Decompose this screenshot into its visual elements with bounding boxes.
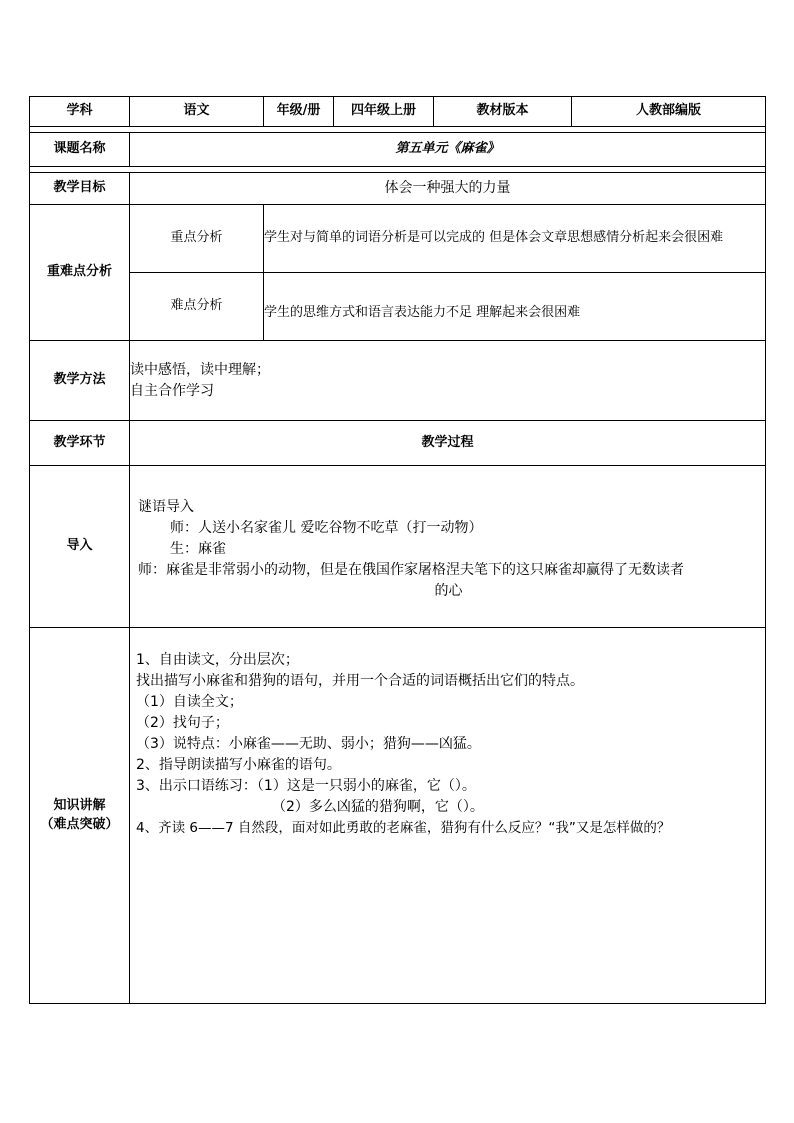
intro-line: 师：人送小名家雀儿 爱吃谷物不吃草（打一动物） bbox=[170, 520, 483, 536]
key-analysis-text: 学生对与简单的词语分析是可以完成的 但是体会文章思想感情分析起来会很困难 bbox=[264, 205, 766, 273]
method-content bbox=[130, 341, 766, 421]
method-row bbox=[30, 341, 766, 421]
knowledge-line: 2、指导朗读描写小麻雀的语句。 bbox=[136, 757, 341, 773]
edition-value: 人教部编版 bbox=[572, 97, 766, 127]
key-analysis-row bbox=[30, 205, 766, 273]
goal-row bbox=[30, 173, 766, 205]
process-stage-label: 教学环节 bbox=[30, 421, 130, 466]
lesson-label: 课题名称 bbox=[30, 133, 130, 167]
difficult-analysis-text: 学生的思维方式和语言表达能力不足 理解起来会很困难 bbox=[264, 273, 766, 341]
header-row bbox=[30, 97, 766, 127]
method-label: 教学方法 bbox=[30, 341, 130, 421]
knowledge-line: （2）多么凶猛的猎狗啊，它（）。 bbox=[272, 799, 484, 815]
key-analysis-label: 重点分析 bbox=[130, 205, 264, 273]
edition-label: 教材版本 bbox=[434, 97, 572, 127]
method-line: 读中感悟，读中理解； bbox=[130, 362, 270, 379]
intro-line: 师：麻雀是非常弱小的动物，但是在俄国作家屠格涅夫笔下的这只麻雀却赢得了无数读者 bbox=[138, 562, 684, 578]
knowledge-line: 找出描写小麻雀和猎狗的语句，并用一个合适的词语概括出它们的特点。 bbox=[136, 673, 584, 689]
knowledge-line: 1、自由读文，分出层次； bbox=[136, 652, 299, 668]
difficult-analysis-row bbox=[30, 273, 766, 341]
intro-label: 导入 bbox=[30, 466, 130, 628]
difficult-analysis-label: 难点分析 bbox=[130, 273, 264, 341]
intro-line: 的心 bbox=[434, 583, 463, 599]
lesson-row bbox=[30, 133, 766, 167]
knowledge-line: （1）自读全文； bbox=[136, 694, 243, 710]
process-header-row bbox=[30, 421, 766, 466]
intro-content bbox=[130, 466, 766, 628]
goal-value: 体会一种强大的力量 bbox=[130, 173, 766, 205]
process-label: 教学过程 bbox=[130, 421, 766, 466]
intro-row bbox=[30, 466, 766, 628]
knowledge-label bbox=[30, 628, 130, 1004]
lesson-title: 第五单元《麻雀》 bbox=[130, 133, 766, 167]
knowledge-line: 4、齐读 6——7 自然段，面对如此勇敢的老麻雀，猎狗有什么反应？“我”又是怎样做的？ bbox=[136, 820, 671, 836]
intro-line: 谜语导入 bbox=[138, 499, 194, 515]
knowledge-label-sub: （难点突破） bbox=[40, 816, 119, 832]
knowledge-content bbox=[130, 628, 766, 1004]
intro-line: 生：麻雀 bbox=[170, 541, 226, 557]
subject-value: 语文 bbox=[130, 97, 264, 127]
knowledge-line: （3）说特点：小麻雀——无助、弱小；猎狗——凶猛。 bbox=[136, 736, 481, 752]
lesson-plan-table bbox=[29, 96, 766, 1004]
subject-label: 学科 bbox=[30, 97, 130, 127]
grade-label: 年级/册 bbox=[264, 97, 334, 127]
analysis-label: 重难点分析 bbox=[30, 205, 130, 341]
knowledge-row bbox=[30, 628, 766, 1004]
goal-label: 教学目标 bbox=[30, 173, 130, 205]
knowledge-line: （2）找句子； bbox=[136, 715, 229, 731]
grade-value: 四年级上册 bbox=[334, 97, 434, 127]
method-line: 自主合作学习 bbox=[130, 382, 214, 399]
knowledge-line: 3、出示口语练习：（1）这是一只弱小的麻雀，它（）。 bbox=[136, 778, 476, 794]
knowledge-label-main: 知识讲解 bbox=[53, 797, 106, 813]
